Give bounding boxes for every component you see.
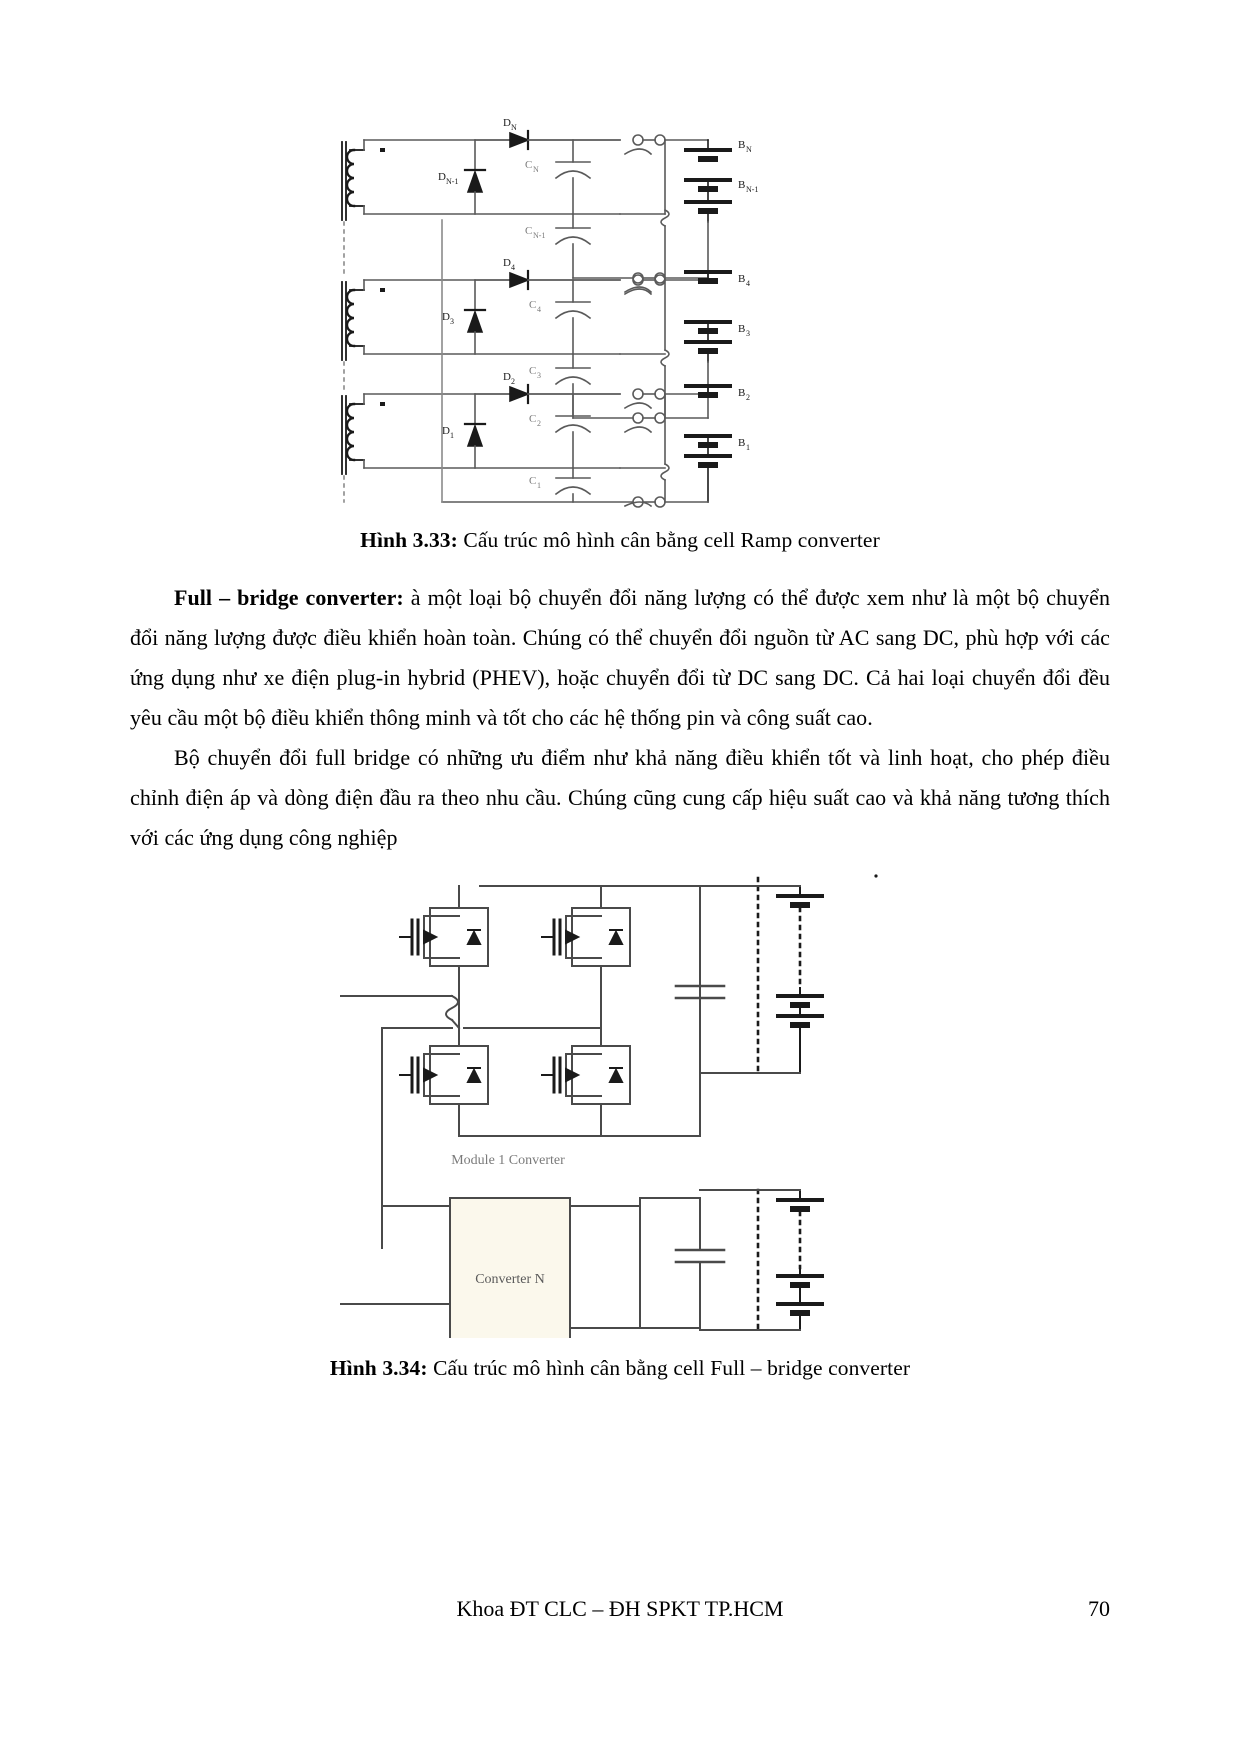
page-content bbox=[130, 110, 1110, 1385]
full-bridge-converter-diagram bbox=[340, 868, 900, 1338]
figure-3-34-label: Hình 3.34: bbox=[329, 1356, 428, 1381]
switch-bottom-B2 bbox=[625, 389, 708, 408]
label-battery-BN-sub: N bbox=[746, 145, 752, 154]
label-cap-C4: C bbox=[529, 299, 537, 311]
label-diode-D3: D bbox=[442, 311, 450, 323]
label-battery-B1-sub: 1 bbox=[746, 443, 750, 452]
paragraph-lead-full-bridge: Full – bridge converter: bbox=[174, 585, 404, 611]
label-diode-D2-sub: 2 bbox=[511, 377, 515, 386]
switch-mid-lower bbox=[625, 413, 665, 432]
transformer-winding-top bbox=[342, 142, 364, 220]
mosfet-q2 bbox=[542, 886, 630, 1028]
transformer-winding-bottom bbox=[342, 396, 364, 474]
label-diode-D3-sub: 3 bbox=[450, 317, 454, 326]
converter-n-label: Converter N bbox=[475, 1272, 545, 1288]
paragraph-body-full-bridge: à một loại bộ chuyển đổi năng lượng có thể được xem như là một bộ chuyển đổi năng lượng được điều khiển hoàn toàn. Chúng có thể chuyển đổi nguồn từ AC sang DC, phù hợp với các ứng dụng như xe điện plug-in hybrid (PHEV), hoặc chuyển đổi từ DC sang DC. Cả hai loại chuyển đổi đều yêu cầu một bộ điều khiển thông minh và tốt cho các hệ thống pin và công suất cao. bbox=[130, 585, 1111, 731]
paragraph-full-bridge-intro bbox=[130, 578, 1110, 738]
figure-3-34 bbox=[130, 868, 1110, 1384]
label-battery-B3-sub: 3 bbox=[746, 329, 750, 338]
label-diode-DN: D bbox=[503, 117, 511, 129]
label-battery-B1: B bbox=[738, 437, 746, 449]
converter-n-capacitor bbox=[640, 1198, 724, 1328]
module1-dc-link-capacitor bbox=[676, 968, 724, 1043]
label-diode-DN1: D bbox=[438, 171, 446, 183]
figure-3-34-caption bbox=[130, 1352, 1110, 1384]
battery-B1 bbox=[686, 436, 730, 502]
battery-B2 bbox=[686, 386, 730, 398]
footer-page-number: 70 bbox=[1088, 1596, 1110, 1621]
mosfet-q4 bbox=[542, 1028, 630, 1136]
label-diode-D2: D bbox=[503, 371, 511, 383]
paragraph-full-bridge-advantages bbox=[130, 738, 1110, 858]
figure-3-33-caption bbox=[130, 524, 1110, 556]
label-diode-D4-sub: 4 bbox=[511, 263, 515, 272]
label-cap-C4-sub: 4 bbox=[537, 305, 541, 314]
battery-BN1 bbox=[686, 180, 730, 222]
label-cap-C1-sub: 1 bbox=[537, 481, 541, 490]
label-cap-C2-sub: 2 bbox=[537, 419, 541, 428]
converter-n-battery-stack bbox=[778, 1190, 822, 1330]
label-cap-CN-sub: N bbox=[533, 165, 539, 174]
label-diode-D4: D bbox=[503, 257, 511, 269]
figure-3-34-text: Cấu trúc mô hình cân bằng cell Full – bridge converter bbox=[427, 1356, 911, 1381]
label-battery-BN1: B bbox=[738, 179, 746, 191]
converter-n-block bbox=[450, 1198, 570, 1338]
page-footer bbox=[130, 1596, 1110, 1622]
label-cap-C1: C bbox=[529, 475, 537, 487]
label-battery-B4-sub: 4 bbox=[746, 279, 750, 288]
footer-department: Khoa ĐT CLC – ĐH SPKT TP.HCM bbox=[456, 1596, 784, 1621]
figure-3-33 bbox=[130, 110, 1110, 556]
label-cap-CN1-sub: N-1 bbox=[533, 231, 546, 240]
battery-B3 bbox=[686, 322, 730, 362]
label-battery-BN1-sub: N-1 bbox=[746, 185, 759, 194]
module-1-converter-label: Module 1 Converter bbox=[451, 1153, 565, 1169]
label-battery-B2: B bbox=[738, 387, 746, 399]
label-cap-CN: C bbox=[525, 159, 533, 171]
battery-BN bbox=[686, 140, 730, 162]
label-battery-BN: B bbox=[738, 139, 746, 151]
label-battery-B3: B bbox=[738, 323, 746, 335]
label-diode-DN1-sub: N-1 bbox=[446, 177, 459, 186]
mosfet-q3 bbox=[400, 996, 488, 1136]
label-cap-C2: C bbox=[529, 413, 537, 425]
label-cap-C3-sub: 3 bbox=[537, 371, 541, 380]
mosfet-q1 bbox=[400, 886, 488, 996]
figure-3-33-label: Hình 3.33: bbox=[360, 528, 458, 552]
label-cap-CN1: C bbox=[525, 225, 533, 237]
label-diode-DN-sub: N bbox=[511, 123, 517, 132]
module1-battery-stack bbox=[778, 886, 822, 1073]
label-cap-C3: C bbox=[529, 365, 537, 377]
figure-3-33-text: Cấu trúc mô hình cân bằng cell Ramp converter bbox=[457, 528, 880, 552]
paragraph-body-advantages: Bộ chuyển đổi full bridge có những ưu điểm như khả năng điều khiển tốt và linh hoạt, cho phép điều chỉnh điện áp và dòng điện đầu ra theo nhu cầu. Chúng cũng cung cấp hiệu suất cao và khả năng tương thích với các ứng dụng công nghiệp bbox=[130, 745, 1110, 851]
transformer-winding-mid bbox=[342, 282, 364, 360]
label-battery-B2-sub: 2 bbox=[746, 393, 750, 402]
stray-mark bbox=[874, 875, 877, 878]
label-battery-B4: B bbox=[738, 273, 746, 285]
ramp-converter-diagram bbox=[320, 110, 920, 510]
label-diode-D1-sub: 1 bbox=[450, 431, 454, 440]
label-diode-D1: D bbox=[442, 425, 450, 437]
